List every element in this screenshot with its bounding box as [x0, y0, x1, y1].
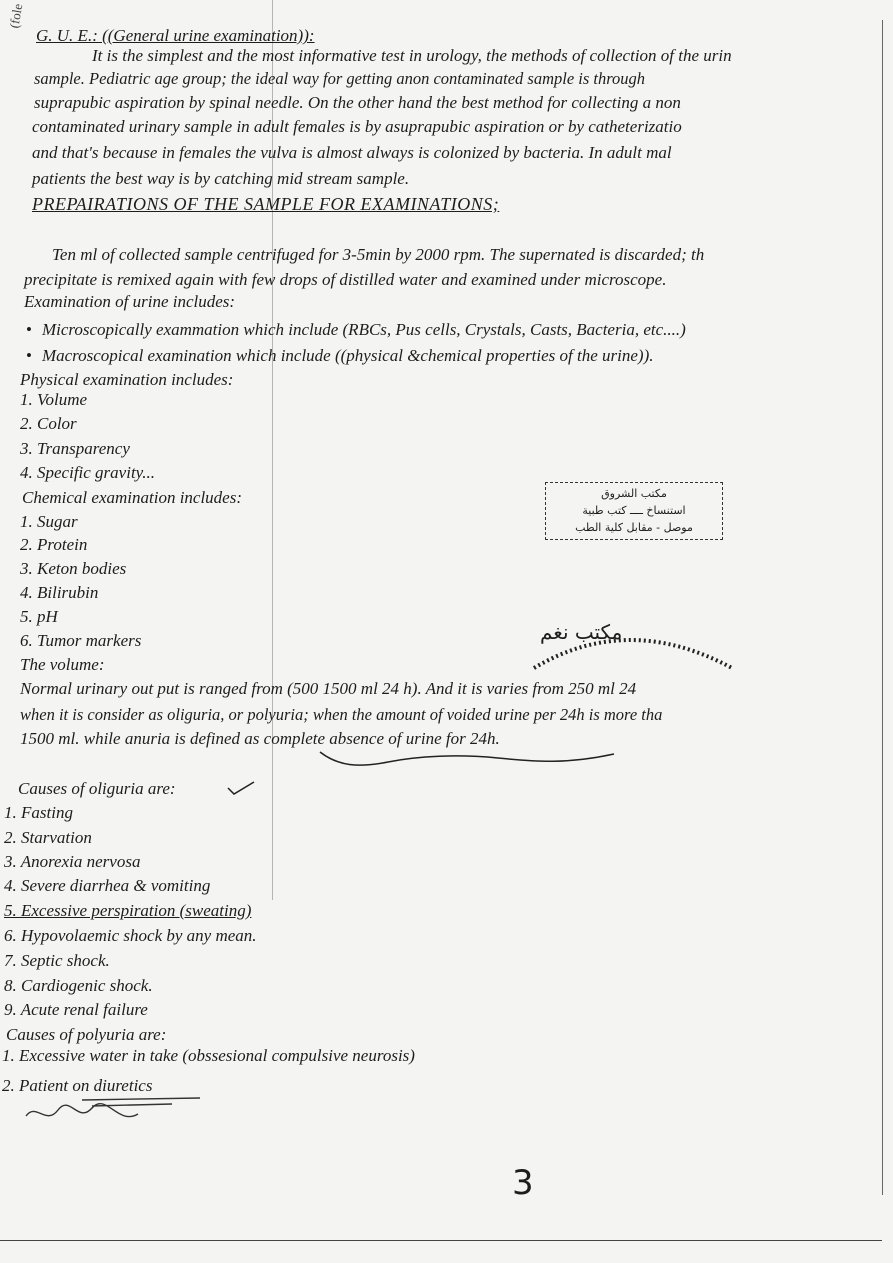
office-seal: مكتب نغم	[540, 620, 623, 644]
document-title: G. U. E.: ((General urine examination)):	[36, 26, 315, 45]
polyuria-heading: Causes of polyuria are:	[6, 1025, 167, 1044]
tick-mark-icon	[226, 780, 256, 798]
oliguria-item: 7. Septic shock.	[4, 951, 110, 970]
physical-item: 2. Color	[20, 414, 77, 433]
preparation-line: precipitate is remixed again with few drops of distilled water and examined under microscope.	[24, 270, 667, 289]
stamp-line: استنساخ ــــ كتب طبية	[582, 504, 686, 517]
polyuria-item: 2. Patient on diuretics	[2, 1076, 153, 1095]
chemical-heading: Chemical examination includes:	[22, 488, 243, 507]
physical-item: 1. Volume	[20, 390, 88, 409]
bottom-rule	[0, 1240, 882, 1241]
volume-heading: The volume:	[20, 655, 105, 674]
polyuria-item: 1. Excessive water in take (obssesional compulsive neurosis)	[2, 1046, 415, 1065]
chemical-item: 5. pH	[20, 607, 58, 626]
oliguria-item: 9. Acute renal failure	[4, 1000, 148, 1019]
oliguria-item: 3. Anorexia nervosa	[4, 852, 141, 871]
underline-squiggle	[318, 746, 618, 772]
intro-line: It is the simplest and the most informative test in urology, the methods of collection of the urin	[92, 46, 732, 65]
intro-line: contaminated urinary sample in adult females is by asuprapubic aspiration or by catheterizatio	[32, 117, 682, 136]
oliguria-item: 5. Excessive perspiration (sweating)	[4, 901, 252, 920]
stamp-line: موصل - مقابل كلية الطب	[575, 521, 693, 534]
oliguria-item: 2. Starvation	[4, 828, 92, 847]
volume-line: Normal urinary out put is ranged from (500 1500 ml 24 h). And it is varies from 250 ml 24	[20, 679, 637, 698]
page-edge	[882, 20, 883, 1195]
volume-line: when it is consider as oliguria, or polyuria; when the amount of voided urine per 24h is more tha	[20, 705, 663, 724]
preparation-heading: PREPAIRATIONS OF THE SAMPLE FOR EXAMINATIONS;	[32, 194, 500, 214]
chemical-item: 4. Bilirubin	[20, 583, 99, 602]
oliguria-item: 8. Cardiogenic shock.	[4, 976, 153, 995]
stamp-line: مكتب الشروق	[601, 487, 667, 500]
chemical-item: 1. Sugar	[20, 512, 78, 531]
physical-item: 3. Transparency	[20, 439, 130, 458]
physical-heading: Physical examination includes:	[20, 370, 234, 389]
intro-line: and that's because in females the vulva is almost always is colonized by bacteria. In adult mal	[32, 143, 672, 162]
page-number: 3	[512, 1163, 534, 1203]
oliguria-heading: Causes of oliguria are:	[18, 779, 176, 798]
bullet-item: • Microscopically exammation which include (RBCs, Pus cells, Crystals, Casts, Bacteria, etc....)	[26, 320, 686, 340]
oliguria-item: 6. Hypovolaemic shock by any mean.	[4, 926, 257, 945]
intro-line: patients the best way is by catching mid stream sample.	[32, 169, 410, 188]
chemical-item: 6. Tumor markers	[20, 631, 142, 650]
intro-line: suprapubic aspiration by spinal needle. On the other hand the best method for collecting a non	[34, 93, 681, 112]
intro-line: sample. Pediatric age group; the ideal way for getting anon contaminated sample is through	[34, 69, 646, 88]
examination-includes: Examination of urine includes:	[24, 292, 236, 311]
volume-line: 1500 ml. while anuria is defined as complete absence of urine for 24h.	[20, 729, 500, 748]
office-stamp	[545, 482, 723, 540]
bullet-item: • Macroscopical examination which include ((physical &chemical properties of the urine)).	[26, 346, 654, 366]
preparation-line: Ten ml of collected sample centrifuged for 3-5min by 2000 rpm. The supernated is discarded; th	[52, 245, 705, 264]
side-mark: (fole	[6, 2, 26, 30]
physical-item: 4. Specific gravity...	[20, 463, 156, 482]
oliguria-item: 1. Fasting	[4, 803, 73, 822]
chemical-item: 2. Protein	[20, 535, 88, 554]
oliguria-item: 4. Severe diarrhea & vomiting	[4, 876, 211, 895]
chemical-item: 3. Keton bodies	[20, 559, 127, 578]
handwritten-scribble	[22, 1096, 212, 1136]
